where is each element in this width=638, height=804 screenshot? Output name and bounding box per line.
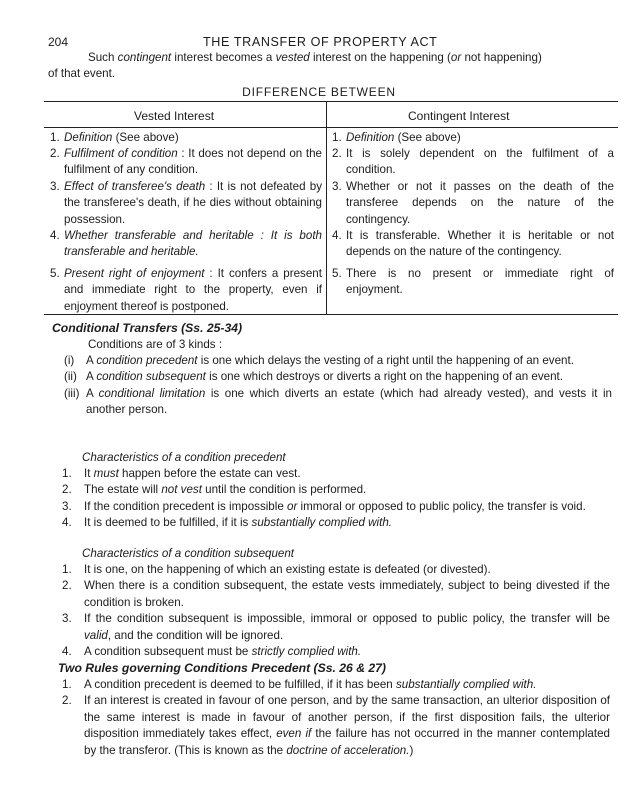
- list-item: (ii) A condition subsequent is one which destroys or diverts a right on the happening of an event.: [64, 370, 563, 384]
- difference-table: [44, 101, 618, 315]
- list-item: (iii) A conditional limitation is one which diverts an estate (which had already vested), and vests it in another person.: [64, 386, 612, 417]
- condition-kinds-list: [64, 353, 612, 419]
- list-item: 4. A condition subsequent must be strictly complied with.: [62, 645, 362, 659]
- contingent-row-5: 5. There is no present or immediate right of enjoyment.: [332, 267, 614, 297]
- contingent-row-2: 2. It is solely dependent on the fulfilment of a condition.: [332, 147, 614, 177]
- subsequent-list: [62, 562, 610, 660]
- vested-row-5: 5. Present right of enjoyment : It confers a present and immediate right to the property, even if enjoyment thereof is postponed.: [50, 267, 322, 313]
- list-item: 1. It must happen before the estate can vest.: [62, 467, 301, 480]
- page-number: 204: [48, 35, 69, 49]
- list-item: 2. The estate will not vest until the condition is performed.: [62, 483, 367, 497]
- table-title: DIFFERENCE BETWEEN: [242, 85, 396, 99]
- list-item: 1. A condition precedent is deemed to be fulfilled, if it has been substantially complied with.: [62, 678, 537, 691]
- conditions-lead: Conditions are of 3 kinds :: [88, 338, 223, 351]
- two-rules-list: [62, 677, 610, 759]
- contingent-row-3: 3. Whether or not it passes on the death of the transferee depends on the nature of the contingency.: [332, 180, 614, 226]
- header-rule: [44, 127, 618, 128]
- column-header-contingent: Contingent Interest: [408, 109, 510, 123]
- intro-paragraph: [48, 50, 608, 83]
- contingent-row-1: 1. Definition (See above): [332, 131, 461, 144]
- vested-row-3: 3. Effect of transferee's death : It is not defeated by the transferee's death, if he dies without obtaining possession.: [50, 180, 322, 226]
- column-header-vested: Vested Interest: [134, 109, 215, 123]
- precedent-list: [62, 466, 610, 532]
- list-item: (i) A condition precedent is one which delays the vesting of a right until the happening of an event.: [64, 354, 574, 367]
- list-item: 2. When there is a condition subsequent, the estate vests immediately, subject to being divested if the condition is broken.: [62, 579, 610, 609]
- subsequent-heading: Characteristics of a condition subsequent: [82, 547, 295, 560]
- list-item: 3. If the condition precedent is impossible or immoral or opposed to public policy, the transfer is void.: [62, 499, 586, 513]
- conditional-transfers-heading: Conditional Transfers (Ss. 25-34): [52, 321, 243, 335]
- two-rules-heading: Two Rules governing Conditions Precedent (Ss. 26 & 27): [58, 661, 386, 675]
- list-item: 4. It is deemed to be fulfilled, if it is substantially complied with.: [62, 516, 393, 530]
- running-title: THE TRANSFER OF PROPERTY ACT: [203, 35, 438, 49]
- precedent-heading: Characteristics of a condition precedent: [82, 451, 286, 464]
- list-item: 1. It is one, on the happening of which an existing estate is defeated (or divested).: [62, 563, 491, 576]
- vested-row-2: 2. Fulfilment of condition : It does not depend on the fulfilment of any condition.: [50, 147, 323, 177]
- list-item: 3. If the condition subsequent is impossible, immoral or opposed to public policy, the transfer will be valid, and the condition will be ignored.: [62, 612, 610, 642]
- intro-line-2: of that event.: [48, 67, 116, 81]
- vested-row-4: 4. Whether transferable and heritable : It is both transferable and heritable.: [50, 229, 322, 259]
- column-divider: [326, 102, 327, 314]
- vested-row-1: 1. Definition (See above): [50, 131, 179, 144]
- intro-line-1: Such contingent interest becomes a vested interest on the happening (or not happening): [88, 51, 542, 64]
- contingent-row-4: 4. It is transferable. Whether it is heritable or not depends on the nature of the contingency.: [332, 229, 614, 259]
- list-item: 2. If an interest is created in favour of one person, and by the same transaction, an ulterior disposition of the same interest is made in favour of another person, if the first disposition fails, the ulterior disposition immediately takes effect, even if the failure has not occurred in the manner contemplated by the transferor. (This is known as the doctrine of acceleration.): [62, 694, 610, 757]
